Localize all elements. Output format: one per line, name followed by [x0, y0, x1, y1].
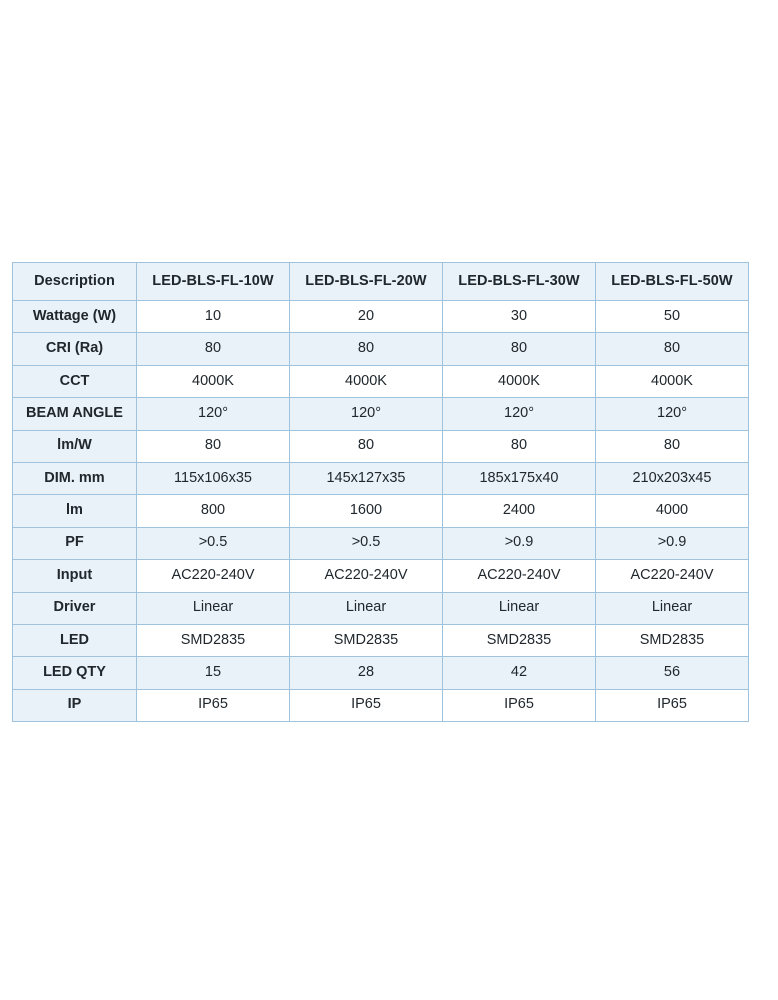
row-label-cri: CRI (Ra) — [13, 333, 137, 365]
cell-driver-30w: Linear — [443, 592, 596, 624]
cell-led-qty-30w: 42 — [443, 657, 596, 689]
table-row — [13, 495, 749, 527]
cell-cct-10w: 4000K — [137, 365, 290, 397]
table-row — [13, 398, 749, 430]
table-row — [13, 657, 749, 689]
cell-ip-50w: IP65 — [596, 689, 749, 721]
table-row — [13, 333, 749, 365]
row-label-ip: IP — [13, 689, 137, 721]
column-header-model-3: LED-BLS-FL-30W — [443, 263, 596, 301]
table-row — [13, 592, 749, 624]
cell-led-30w: SMD2835 — [443, 624, 596, 656]
cell-input-50w: AC220-240V — [596, 560, 749, 592]
cell-cct-20w: 4000K — [290, 365, 443, 397]
cell-beam-angle-50w: 120° — [596, 398, 749, 430]
cell-input-20w: AC220-240V — [290, 560, 443, 592]
cell-ip-10w: IP65 — [137, 689, 290, 721]
cell-beam-angle-10w: 120° — [137, 398, 290, 430]
cell-dimensions-10w: 115x106x35 — [137, 462, 290, 494]
table-row — [13, 365, 749, 397]
row-label-lm-per-w: lm/W — [13, 430, 137, 462]
cell-lm-per-w-50w: 80 — [596, 430, 749, 462]
cell-cri-30w: 80 — [443, 333, 596, 365]
cell-cct-50w: 4000K — [596, 365, 749, 397]
cell-dimensions-50w: 210x203x45 — [596, 462, 749, 494]
cell-cri-20w: 80 — [290, 333, 443, 365]
table-row — [13, 301, 749, 333]
cell-input-30w: AC220-240V — [443, 560, 596, 592]
cell-lumen-30w: 2400 — [443, 495, 596, 527]
cell-driver-50w: Linear — [596, 592, 749, 624]
cell-lumen-10w: 800 — [137, 495, 290, 527]
cell-input-10w: AC220-240V — [137, 560, 290, 592]
cell-wattage-30w: 30 — [443, 301, 596, 333]
cell-lm-per-w-20w: 80 — [290, 430, 443, 462]
spec-table-container — [12, 262, 762, 722]
cell-lumen-20w: 1600 — [290, 495, 443, 527]
cell-led-qty-20w: 28 — [290, 657, 443, 689]
table-row — [13, 624, 749, 656]
cell-ip-30w: IP65 — [443, 689, 596, 721]
column-header-model-4: LED-BLS-FL-50W — [596, 263, 749, 301]
cell-led-qty-10w: 15 — [137, 657, 290, 689]
row-label-driver: Driver — [13, 592, 137, 624]
column-header-model-1: LED-BLS-FL-10W — [137, 263, 290, 301]
cell-dimensions-30w: 185x175x40 — [443, 462, 596, 494]
row-label-cct: CCT — [13, 365, 137, 397]
cell-ip-20w: IP65 — [290, 689, 443, 721]
table-row — [13, 527, 749, 559]
row-label-dimensions: DIM. mm — [13, 462, 137, 494]
row-label-led-qty: LED QTY — [13, 657, 137, 689]
row-label-led: LED — [13, 624, 137, 656]
table-row — [13, 689, 749, 721]
cell-lm-per-w-30w: 80 — [443, 430, 596, 462]
cell-led-20w: SMD2835 — [290, 624, 443, 656]
table-header — [13, 263, 749, 301]
row-label-pf: PF — [13, 527, 137, 559]
row-label-wattage: Wattage (W) — [13, 301, 137, 333]
cell-wattage-20w: 20 — [290, 301, 443, 333]
table-row — [13, 430, 749, 462]
table-header-row — [13, 263, 749, 301]
cell-pf-50w: >0.9 — [596, 527, 749, 559]
row-label-beam-angle: BEAM ANGLE — [13, 398, 137, 430]
cell-cri-50w: 80 — [596, 333, 749, 365]
column-header-description: Description — [13, 263, 137, 301]
column-header-model-2: LED-BLS-FL-20W — [290, 263, 443, 301]
cell-dimensions-20w: 145x127x35 — [290, 462, 443, 494]
led-flood-light-specification-table — [12, 262, 749, 722]
cell-lm-per-w-10w: 80 — [137, 430, 290, 462]
row-label-lumen: lm — [13, 495, 137, 527]
cell-wattage-10w: 10 — [137, 301, 290, 333]
cell-wattage-50w: 50 — [596, 301, 749, 333]
cell-beam-angle-30w: 120° — [443, 398, 596, 430]
cell-led-10w: SMD2835 — [137, 624, 290, 656]
cell-driver-20w: Linear — [290, 592, 443, 624]
cell-lumen-50w: 4000 — [596, 495, 749, 527]
table-row — [13, 462, 749, 494]
cell-led-50w: SMD2835 — [596, 624, 749, 656]
table-body — [13, 301, 749, 722]
cell-cct-30w: 4000K — [443, 365, 596, 397]
cell-led-qty-50w: 56 — [596, 657, 749, 689]
cell-beam-angle-20w: 120° — [290, 398, 443, 430]
cell-cri-10w: 80 — [137, 333, 290, 365]
cell-pf-10w: >0.5 — [137, 527, 290, 559]
cell-driver-10w: Linear — [137, 592, 290, 624]
cell-pf-20w: >0.5 — [290, 527, 443, 559]
row-label-input: Input — [13, 560, 137, 592]
cell-pf-30w: >0.9 — [443, 527, 596, 559]
table-row — [13, 560, 749, 592]
